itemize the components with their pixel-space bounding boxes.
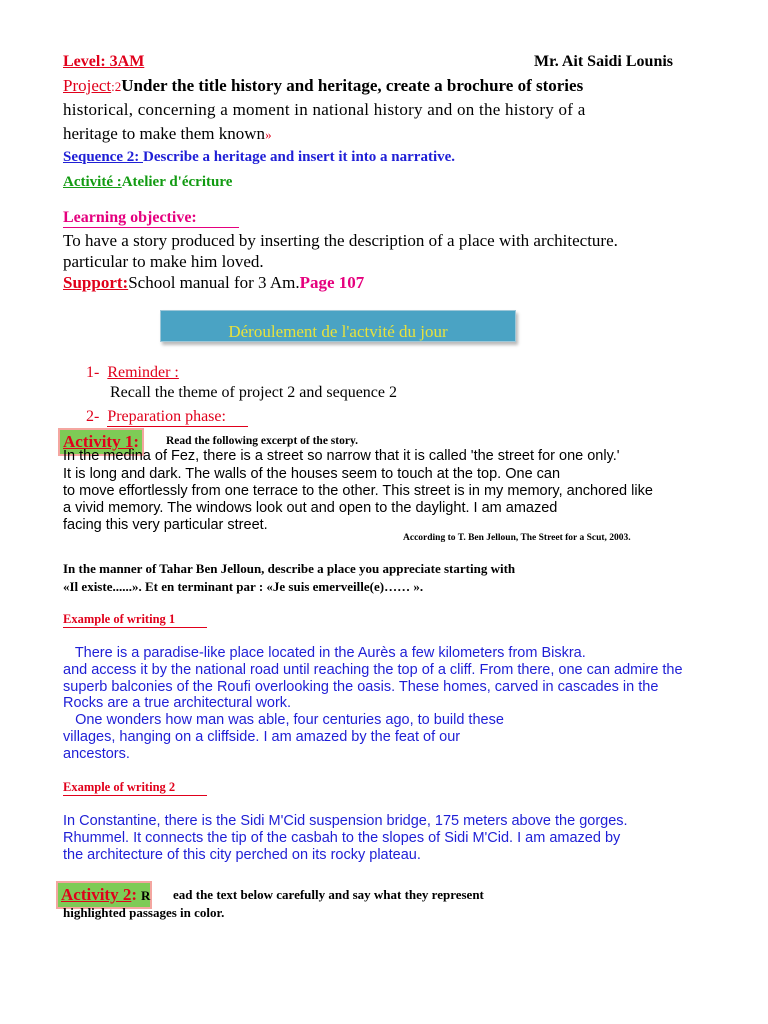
example-1-line-2: and access it by the national road until reaching the top of a cliff. From there, one can admire the (63, 662, 683, 678)
project-line-1 (63, 76, 583, 96)
project-line-3-text: heritage to make them known (63, 124, 266, 143)
excerpt-source: According to T. Ben Jelloun, The Street for a Scut, 2003. (403, 533, 631, 543)
sequence-text: Describe a heritage and insert it into a narrative. (143, 149, 456, 165)
activity-2-instruction: ead the text below carefully and say what they represent (173, 887, 484, 902)
excerpt-line-5: facing this very particular street. (63, 517, 268, 533)
excerpt-line-1: In the medina of Fez, there is a street so narrow that it is called 'the street for one only.' (63, 448, 620, 464)
excerpt-line-4: a vivid memory. The windows look out and open to the daylight. I am amazed (63, 500, 558, 516)
project-number: :2 (111, 79, 122, 94)
example-2-line-3: the architecture of this city perched on its rocky plateau. (63, 847, 421, 863)
reminder-number: 1- (86, 364, 100, 381)
activite-label: Activité : (63, 174, 122, 190)
example-1-line-4: Rocks are a true architectural work. (63, 695, 292, 711)
activity-1-colon: : (133, 432, 140, 451)
banner-text: Déroulement de l'actvité du jour (228, 322, 448, 341)
preparation-heading (86, 408, 248, 427)
task-line-1: In the manner of Tahar Ben Jelloun, describe a place you appreciate starting with (63, 561, 516, 576)
example-2-line-1: In Constantine, there is the Sidi M'Cid suspension bridge, 175 meters above the gorges. (63, 813, 628, 829)
teacher-name: Mr. Ait Saidi Lounis (534, 53, 674, 70)
support-line (63, 273, 364, 293)
activity-2-instruction-line-2: highlighted passages in color. (63, 905, 225, 920)
example-1-title-text: Example of writing 1 (63, 612, 207, 628)
reminder-label: Reminder : (107, 364, 179, 381)
project-label: Project (63, 76, 112, 95)
preparation-label: Preparation phase: (107, 408, 248, 427)
activity-2-label: Activity 2 (61, 885, 132, 904)
activity-banner (160, 310, 516, 342)
support-label: Support: (63, 273, 129, 292)
activity-2-first-letter: R (141, 888, 151, 903)
preparation-number: 2- (86, 408, 100, 425)
support-text: School manual for 3 Am. (128, 273, 300, 292)
example-1-line-6: villages, hanging on a cliffside. I am amazed by the feat of our (63, 729, 461, 745)
example-1-line-7: ancestors. (63, 746, 130, 762)
sequence-line (63, 149, 455, 166)
activity-2-colon: : (131, 885, 138, 904)
sequence-label: Sequence 2: (63, 149, 143, 165)
reminder-text: Recall the theme of project 2 and sequence 2 (110, 384, 397, 401)
activity-1-instruction: Read the following excerpt of the story. (166, 435, 358, 447)
objective-line-1: To have a story produced by inserting the description of a place with architecture. (63, 231, 618, 250)
example-1-line-1: There is a paradise-like place located in the Aurès a few kilometers from Biskra. (63, 645, 586, 661)
example-2-title (63, 780, 207, 796)
activite-text: Atelier d'écriture (121, 174, 233, 190)
excerpt-line-2: It is long and dark. The walls of the houses seem to touch at the top. One can (63, 466, 561, 482)
objective-label (63, 209, 239, 228)
example-1-line-5: One wonders how man was able, four centuries ago, to build these (63, 712, 504, 728)
example-2-line-2: Rhummel. It connects the tip of the casbah to the slopes of Sidi M'Cid. I am amazed by (63, 830, 621, 846)
objective-label-text: Learning objective: (63, 209, 239, 228)
example-1-line-3: superb balconies of the Roufi overlooking the oasis. These homes, carved in cascades in the (63, 679, 659, 695)
excerpt-line-3: to move effortlessly from one terrace to the other. This street is in my memory, anchored like (63, 483, 653, 499)
project-title: Under the title history and heritage, create a brochure of stories (121, 76, 584, 95)
activity-1-label: Activity 1 (63, 432, 134, 451)
reminder-heading (86, 364, 179, 382)
example-2-title-text: Example of writing 2 (63, 780, 207, 796)
example-1-title (63, 612, 207, 628)
activite-line (63, 174, 232, 191)
project-line-2: historical, concerning a moment in national history and on the history of a (63, 100, 586, 119)
objective-line-2: particular to make him loved. (63, 252, 264, 271)
project-line-3 (63, 124, 272, 144)
project-quote: » (265, 127, 272, 142)
level-label: Level: 3AM (63, 53, 145, 70)
task-line-2: «Il existe......». Et en terminant par : «Je suis emerveille(e)…… ». (63, 579, 424, 594)
support-page: Page 107 (299, 273, 365, 292)
